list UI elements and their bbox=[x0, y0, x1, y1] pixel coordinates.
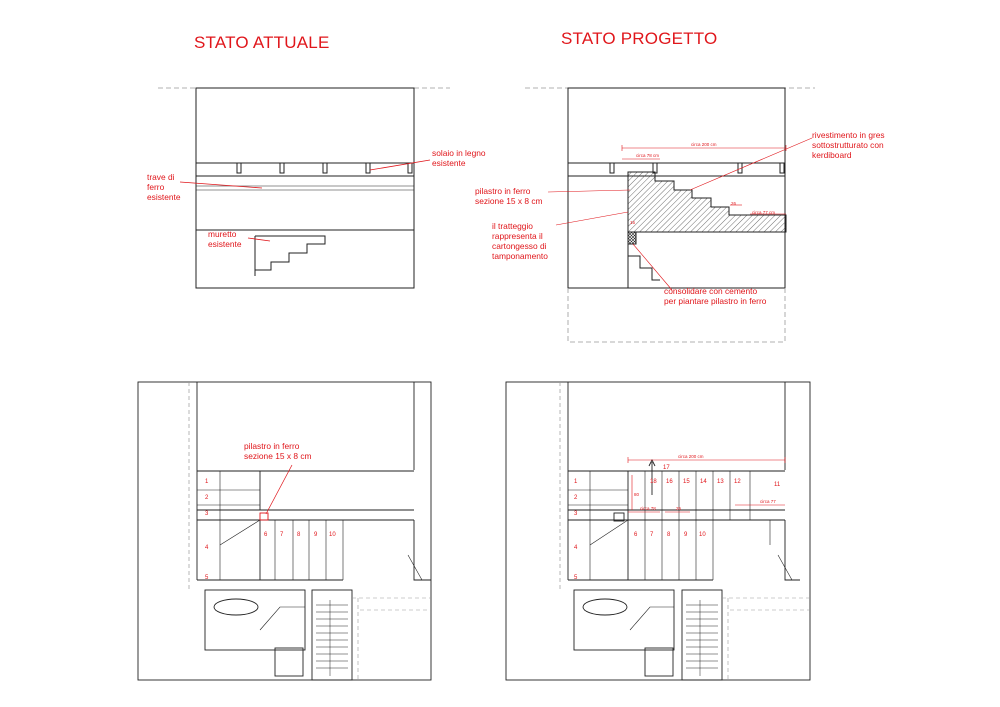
label-solaio: solaio in legno esistente bbox=[432, 148, 486, 168]
plan-attuale-step: 3 bbox=[205, 511, 209, 517]
plan-attuale-step: 1 bbox=[205, 479, 209, 485]
dim-circa-78-plan: circa 78 bbox=[640, 506, 656, 511]
plan-attuale-step: 2 bbox=[205, 495, 209, 501]
plan-attuale-step: 9 bbox=[314, 532, 318, 538]
plan-progetto-step-lower: 6 bbox=[634, 532, 638, 538]
plan-progetto-step-left: 4 bbox=[574, 545, 578, 551]
dim-circa-78-section: circa 78 cm bbox=[636, 153, 660, 158]
label-pilastro-section: pilastro in ferro sezione 15 x 8 cm bbox=[475, 186, 543, 206]
plan-attuale-step: 6 bbox=[264, 532, 268, 538]
label-muretto: muretto esistente bbox=[208, 229, 242, 249]
label-pilastro-plan: pilastro in ferro sezione 15 x 8 cm bbox=[244, 441, 312, 461]
leader-plan-attuale bbox=[266, 465, 292, 514]
dim-circa-200-plan: circa 200 cm bbox=[678, 454, 704, 459]
dim-26-plan: 26 bbox=[676, 506, 682, 511]
dim-circa-77-plan: circa 77 bbox=[760, 499, 776, 504]
plan-progetto-step-left: 1 bbox=[574, 479, 578, 485]
plan-progetto-step-lower: 10 bbox=[699, 532, 706, 538]
title-stato-attuale: STATO ATTUALE bbox=[194, 33, 330, 52]
dim-circa-200-section: circa 200 cm bbox=[691, 142, 717, 147]
label-rivestimento: rivestimento in gres sottostrutturato con kerdiboard bbox=[812, 130, 885, 160]
plan-progetto-step-upper: 14 bbox=[700, 479, 707, 485]
dim-26-section: 26 bbox=[731, 201, 737, 206]
label-trave: trave di ferro esistente bbox=[147, 172, 181, 202]
title-stato-progetto: STATO PROGETTO bbox=[561, 29, 718, 48]
plan-progetto-step-lower: 9 bbox=[684, 532, 688, 538]
plan-progetto-step-upper: 12 bbox=[734, 479, 741, 485]
plan-arrow-label: 17 bbox=[663, 465, 670, 471]
plan-attuale-step: 8 bbox=[297, 532, 301, 538]
plan-attuale-step: 7 bbox=[280, 532, 284, 538]
plan-progetto-step-upper: 11 bbox=[774, 482, 781, 488]
plan-attuale-step: 10 bbox=[329, 532, 336, 538]
plan-progetto-step-lower: 8 bbox=[667, 532, 671, 538]
plan-progetto-step-upper: 13 bbox=[717, 479, 724, 485]
label-tratteggio: il tratteggio rappresenta il cartongesso di tamponamento bbox=[492, 221, 548, 261]
plan-stato-attuale bbox=[138, 382, 431, 680]
plan-attuale-step: 4 bbox=[205, 545, 209, 551]
plan-progetto-step-left: 3 bbox=[574, 511, 578, 517]
plan-progetto-step-lower: 7 bbox=[650, 532, 654, 538]
plan-progetto-step-left: 5 bbox=[574, 575, 578, 581]
dim-80-plan: 80 bbox=[634, 492, 640, 497]
dim-circa-77-section: circa 77 cm bbox=[752, 210, 776, 215]
plan-progetto-step-upper: 18 bbox=[650, 479, 657, 485]
plan-progetto-step-upper: 16 bbox=[666, 479, 673, 485]
label-consolidare: consolidare con cemento per piantare pilastro in ferro bbox=[664, 286, 767, 306]
plan-attuale-step: 5 bbox=[205, 575, 209, 581]
plan-stato-progetto bbox=[506, 382, 810, 680]
section-stato-attuale bbox=[158, 88, 450, 288]
plan-progetto-step-left: 2 bbox=[574, 495, 578, 501]
dim-15-section: 15 bbox=[630, 220, 636, 225]
plan-progetto-step-upper: 15 bbox=[683, 479, 690, 485]
